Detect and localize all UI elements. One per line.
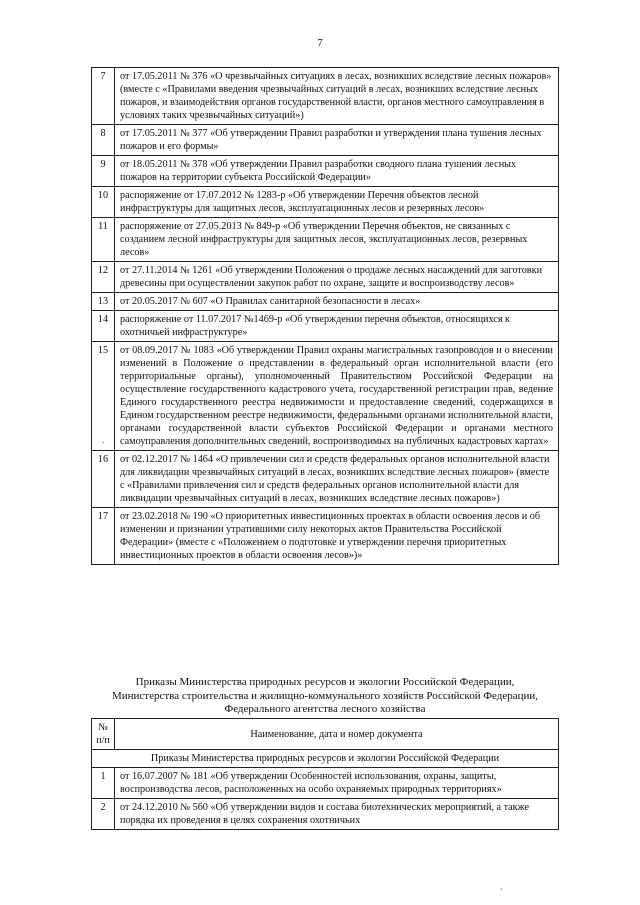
- row-number: 16: [92, 451, 115, 508]
- documents-table-continued: [91, 67, 559, 565]
- orders-table-body: [92, 719, 559, 830]
- row-number: 10: [92, 187, 115, 218]
- row-document-text: от 02.12.2017 № 1464 «О привлечении сил и средств федеральных органов исполнительной власти для ликвидации чрезвычайных ситуаций в лесах, возникших вследствие лесных пожаров» (вместе с «Правилами привлечения сил и средств федеральных органов исполнительной власти для ликвидации чрезвычайных ситуаций в лесах, возникших вследствие лесных пожаров»): [115, 451, 559, 508]
- row-document-text: от 18.05.2011 № 378 «Об утверждении Правил разработки сводного плана тушения лесных пожаров на территории субъекта Российской Федерации»: [115, 156, 559, 187]
- orders-table: [91, 718, 559, 830]
- table-row: [92, 342, 559, 451]
- table-section-row: [92, 750, 559, 768]
- row-document-text: от 23.02.2018 № 190 «О приоритетных инвестиционных проектах в области освоения лесов и об изменении и признании утратившими силу некоторых актов Правительства Российской Федерации» (вместе с «Положением о подготовке и утверждении перечня приоритетных инвестиционных проектов в области освоения лесов»)»: [115, 508, 559, 565]
- row-number: 12: [92, 262, 115, 293]
- table-row: [92, 262, 559, 293]
- row-document-text: распоряжение от 11.07.2017 №1469-р «Об утверждении перечня объектов, относящихся к охотничьей инфраструктуре»: [115, 311, 559, 342]
- table-row: [92, 451, 559, 508]
- row-document-text: распоряжение от 17.07.2012 № 1283-р «Об утверждении Перечня объектов лесной инфраструктуры для защитных лесов, эксплуатационных лесов и резервных лесов»: [115, 187, 559, 218]
- row-number: 13: [92, 293, 115, 311]
- row-document-text: от 27.11.2014 № 1261 «Об утверждении Положения о продаже лесных насаждений для заготовки древесины при осуществлении закупок работ по охране, защите и воспроизводству лесов»: [115, 262, 559, 293]
- row-number: 1: [92, 768, 115, 799]
- row-document-text: от 17.05.2011 № 376 «О чрезвычайных ситуациях в лесах, возникших вследствие лесных пожаров» (вместе с «Правилами введения чрезвычайных ситуаций в лесах, возникших вследствие лесных пожаров, и взаимодействия органов государственной власти, органов местного самоуправления в условиях таких чрезвычайных ситуаций»): [115, 68, 559, 125]
- documents-table-body: [92, 68, 559, 565]
- row-document-text: распоряжение от 27.05.2013 № 849-р «Об утверждении Перечня объектов, не связанных с созданием лесной инфраструктуры для защитных лесов, эксплуатационных лесов, резервных лесов»: [115, 218, 559, 262]
- row-number: 7: [92, 68, 115, 125]
- row-number: 2: [92, 799, 115, 830]
- row-document-text: от 20.05.2017 № 607 «О Правилах санитарной безопасности в лесах»: [115, 293, 559, 311]
- table-row: [92, 768, 559, 799]
- row-number: 17: [92, 508, 115, 565]
- table-row: [92, 293, 559, 311]
- table-row: [92, 311, 559, 342]
- row-document-text: от 08.09.2017 № 1083 «Об утверждении Правил охраны магистральных газопроводов и о внесении изменений в Положение о представлении в федеральный орган исполнительной власти (его территориальные органы), уполномоченный Правительством Российской Федерации на осуществление государственного кадастрового учета, государственной регистрации прав, ведение Единого государственного реестра недвижимости и предоставление сведений, содержащихся в Едином государственном реестре недвижимости, федеральными органами исполнительной власти, органами государственной власти субъектов Российской Федерации и органами местного самоуправления дополнительных сведений, воспроизводимых на публичных кадастровых картах»: [115, 342, 559, 451]
- table-row: [92, 508, 559, 565]
- table-row: [92, 68, 559, 125]
- column-header-number-line-1: №: [98, 722, 108, 733]
- row-number: 9: [92, 156, 115, 187]
- row-number: 14: [92, 311, 115, 342]
- row-number: 8: [92, 125, 115, 156]
- scan-speck: .: [102, 435, 105, 446]
- section-heading: [91, 676, 559, 717]
- column-header-name: Наименование, дата и номер документа: [115, 719, 559, 750]
- column-header-number-line-2: п/п: [96, 735, 110, 746]
- table-header-row: [92, 719, 559, 750]
- row-document-text: от 16.07.2007 № 181 «Об утверждении Особенностей использования, охраны, защиты, воспроизводства лесов, расположенных на особо охраняемых природных территориях»: [115, 768, 559, 799]
- row-number: 15: [92, 342, 115, 451]
- row-document-text: от 17.05.2011 № 377 «Об утверждении Правил разработки и утверждения плана тушения лесных пожаров и его формы»: [115, 125, 559, 156]
- section-heading-line-1: Приказы Министерства природных ресурсов и экологии Российской Федерации,: [135, 676, 515, 688]
- section-heading-line-3: Федерального агентства лесного хозяйства: [224, 703, 426, 715]
- row-number: 11: [92, 218, 115, 262]
- section-heading-line-2: Министерства строительства и жилищно-коммунального хозяйств Российской Федерации,: [111, 689, 539, 702]
- table-row: [92, 799, 559, 830]
- page-number: 7: [317, 37, 323, 49]
- scan-speck: .: [500, 882, 503, 893]
- table-row: [92, 218, 559, 262]
- row-document-text: от 24.12.2010 № 560 «Об утверждении видов и состава биотехнических мероприятий, а также порядка их проведения в целях сохранения охотничьих: [115, 799, 559, 830]
- table-row: [92, 156, 559, 187]
- table-row: [92, 187, 559, 218]
- section-title: Приказы Министерства природных ресурсов и экологии Российской Федерации: [92, 750, 559, 768]
- column-header-number: [92, 719, 115, 750]
- table-row: [92, 125, 559, 156]
